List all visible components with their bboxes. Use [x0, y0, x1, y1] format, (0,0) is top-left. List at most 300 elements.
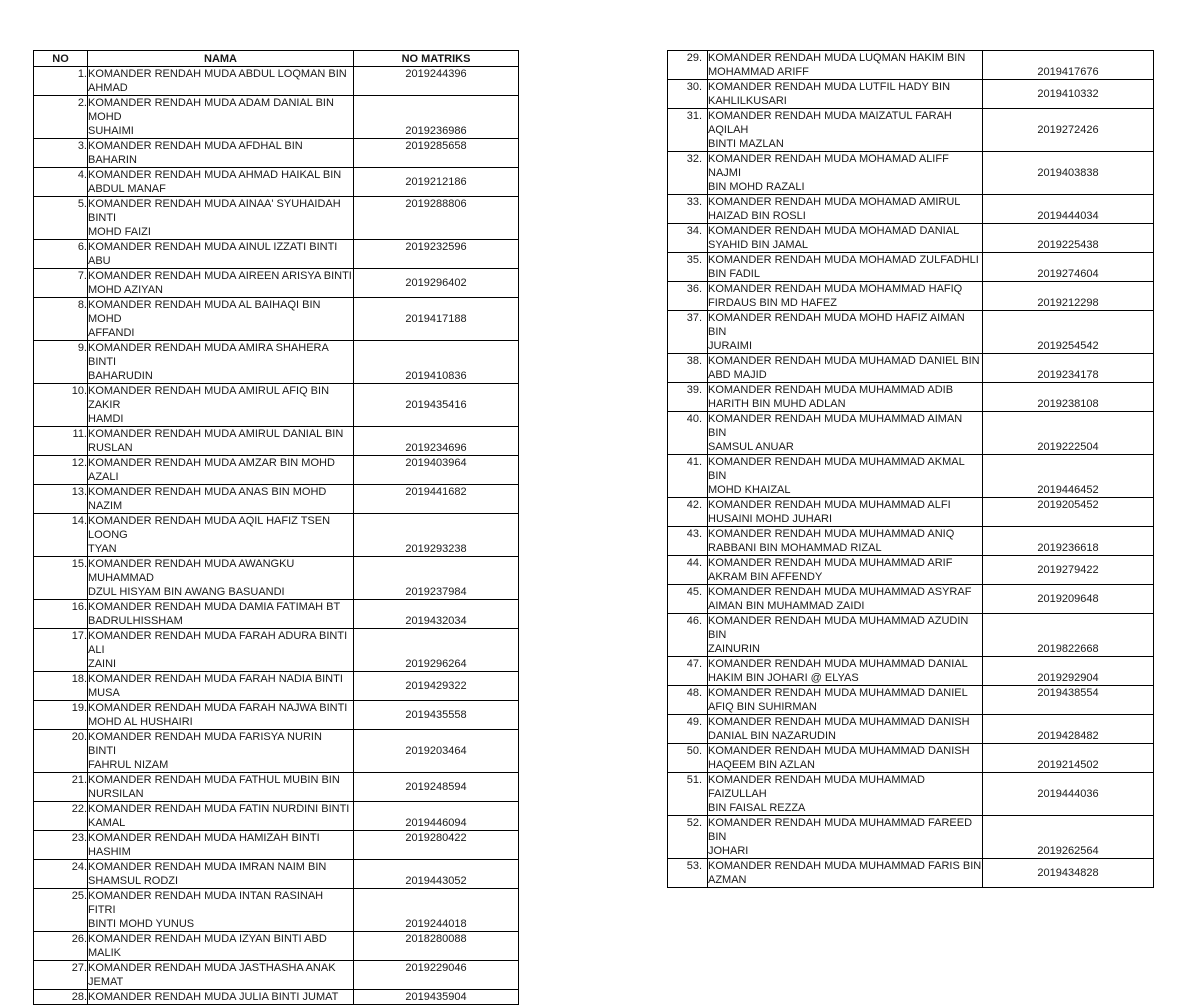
row-number-cell: 12. [34, 456, 88, 485]
name-line: HAMDI [88, 413, 124, 425]
matriks-cell: 2019432034 [354, 600, 519, 629]
matriks-cell: 2019444034 [983, 195, 1154, 224]
name-cell [708, 686, 983, 715]
row-number-cell: 33. [668, 195, 708, 224]
name-line: KOMANDER RENDAH MUDA JULIA BINTI JUMAT [88, 991, 339, 1003]
name-line: KOMANDER RENDAH MUDA IMRAN NAIM BIN [88, 861, 327, 873]
row-number-cell: 45. [668, 585, 708, 614]
table-row [668, 715, 1154, 744]
matriks-cell: 2019237984 [354, 557, 519, 600]
name-line: KOMANDER RENDAH MUDA AHMAD HAIKAL BIN [88, 169, 342, 181]
table-row [668, 195, 1154, 224]
name-cell [88, 427, 354, 456]
matriks-cell: 2019248594 [354, 773, 519, 802]
name-cell [88, 600, 354, 629]
row-number-cell: 28. [34, 990, 88, 1005]
name-line: KOMANDER RENDAH MUDA AMIRA SHAHERA BINTI [88, 342, 329, 368]
row-number-cell: 43. [668, 527, 708, 556]
name-line: KOMANDER RENDAH MUDA IZYAN BINTI ABD MALIK [88, 933, 327, 959]
row-number-cell: 20. [34, 730, 88, 773]
name-cell [88, 889, 354, 932]
matriks-cell: 2019428482 [983, 715, 1154, 744]
name-line: ZAINI [88, 658, 117, 670]
table-row [668, 498, 1154, 527]
matriks-cell: 2019214502 [983, 744, 1154, 773]
name-line: ZAINURIN [708, 643, 760, 655]
matriks-cell: 2019225438 [983, 224, 1154, 253]
name-cell [708, 412, 983, 455]
name-line: KOMANDER RENDAH MUDA DAMIA FATIMAH BT [88, 601, 341, 613]
matriks-cell: 2019234696 [354, 427, 519, 456]
name-line: BIN MOHD RAZALI [708, 181, 805, 193]
row-number-cell: 18. [34, 672, 88, 701]
row-number-cell: 1. [34, 67, 88, 96]
row-number-cell: 32. [668, 152, 708, 195]
name-line: MOHD AL HUSHAIRI [88, 716, 193, 728]
table-row [668, 383, 1154, 412]
name-line: BINTI MAZLAN [708, 138, 784, 150]
table-row [668, 412, 1154, 455]
row-number-cell: 13. [34, 485, 88, 514]
name-cell [708, 455, 983, 498]
row-number-cell: 16. [34, 600, 88, 629]
table-row [668, 744, 1154, 773]
name-line: KOMANDER RENDAH MUDA AMIRUL AFIQ BIN ZAKIR [88, 385, 330, 411]
name-cell [88, 932, 354, 961]
row-number-cell: 39. [668, 383, 708, 412]
table-row [34, 773, 519, 802]
name-cell [88, 240, 354, 269]
row-number-cell: 34. [668, 224, 708, 253]
row-number-cell: 46. [668, 614, 708, 657]
matriks-cell: 2019435558 [354, 701, 519, 730]
name-line: SYAHID BIN JAMAL [708, 239, 809, 251]
row-number-cell: 23. [34, 831, 88, 860]
name-line: HARITH BIN MUHD ADLAN [708, 398, 846, 410]
row-number-cell: 24. [34, 860, 88, 889]
matriks-cell: 2019244018 [354, 889, 519, 932]
name-line: KOMANDER RENDAH MUDA FARAH NAJWA BINTI [88, 702, 348, 714]
name-line: ABDUL MANAF [88, 183, 166, 195]
table-row [668, 556, 1154, 585]
name-line: MOHD KHAIZAL [708, 484, 791, 496]
row-number-cell: 53. [668, 859, 708, 888]
row-number-cell: 47. [668, 657, 708, 686]
name-cell [88, 557, 354, 600]
name-line: KOMANDER RENDAH MUDA MUHAMMAD FAIZULLAH [708, 774, 925, 800]
name-line: KAMAL [88, 817, 126, 829]
header-nama: NAMA [88, 51, 354, 67]
name-line: FIRDAUS BIN MD HAFEZ [708, 297, 837, 309]
name-line: KOMANDER RENDAH MUDA ADAM DANIAL BIN MOHD [88, 97, 334, 123]
name-line: KOMANDER RENDAH MUDA MOHAMAD AMIRUL [708, 196, 961, 208]
matriks-cell: 2019254542 [983, 311, 1154, 354]
matriks-cell: 2019212298 [983, 282, 1154, 311]
matriks-cell: 2019236618 [983, 527, 1154, 556]
name-line: ABD MAJID [708, 369, 767, 381]
table-row [34, 298, 519, 341]
matriks-cell: 2019232596 [354, 240, 519, 269]
name-cell [88, 629, 354, 672]
name-line: KOMANDER RENDAH MUDA ABDUL LOQMAN BIN [88, 68, 347, 80]
row-number-cell: 21. [34, 773, 88, 802]
table-row [668, 224, 1154, 253]
matriks-cell: 2019272426 [983, 109, 1154, 152]
table-row [34, 485, 519, 514]
name-line: KOMANDER RENDAH MUDA JASTHASHA ANAK JEMAT [88, 962, 336, 988]
matriks-cell: 2019296402 [354, 269, 519, 298]
row-number-cell: 49. [668, 715, 708, 744]
name-cell [708, 859, 983, 888]
matriks-cell: 2019292904 [983, 657, 1154, 686]
name-cell [708, 556, 983, 585]
name-line: KOMANDER RENDAH MUDA AIREEN ARISYA BINTI [88, 270, 352, 282]
name-line: KOMANDER RENDAH MUDA MUHAMMAD AIMAN BIN [708, 413, 963, 439]
matriks-cell: 2019274604 [983, 253, 1154, 282]
name-line: SHAMSUL RODZI [88, 875, 179, 887]
name-line: KOMANDER RENDAH MUDA FATIN NURDINI BINTI [88, 803, 350, 815]
row-number-cell: 15. [34, 557, 88, 600]
name-line: BAHARUDIN [88, 370, 153, 382]
matriks-cell: 2019279422 [983, 556, 1154, 585]
row-number-cell: 2. [34, 96, 88, 139]
name-line: DANIAL BIN NAZARUDIN [708, 730, 836, 742]
table-row [34, 932, 519, 961]
matriks-cell: 2019205452 [983, 498, 1154, 527]
row-number-cell: 19. [34, 701, 88, 730]
header-row [34, 51, 519, 67]
row-number-cell: 4. [34, 168, 88, 197]
name-cell [88, 139, 354, 168]
row-number-cell: 51. [668, 773, 708, 816]
name-line: MUSA [88, 687, 120, 699]
name-line: BINTI MOHD YUNUS [88, 918, 195, 930]
row-number-cell: 27. [34, 961, 88, 990]
name-line: KOMANDER RENDAH MUDA AINAA' SYUHAIDAH BINTI [88, 198, 341, 224]
matriks-cell: 2019446094 [354, 802, 519, 831]
matriks-cell: 2019822668 [983, 614, 1154, 657]
row-number-cell: 30. [668, 80, 708, 109]
name-line: KOMANDER RENDAH MUDA LUQMAN HAKIM BIN [708, 52, 966, 64]
matriks-cell: 2019444036 [983, 773, 1154, 816]
table-row [668, 614, 1154, 657]
name-cell [708, 354, 983, 383]
matriks-cell: 2019410836 [354, 341, 519, 384]
row-number-cell: 52. [668, 816, 708, 859]
table-row [668, 816, 1154, 859]
table-row [34, 456, 519, 485]
name-line: KOMANDER RENDAH MUDA MOHAMMAD HAFIQ [708, 283, 963, 295]
name-line: KOMANDER RENDAH MUDA FARISYA NURIN BINTI [88, 731, 322, 757]
table-row [668, 773, 1154, 816]
name-line: KOMANDER RENDAH MUDA MUHAMMAD AKMAL BIN [708, 456, 965, 482]
name-line: KOMANDER RENDAH MUDA FARAH NADIA BINTI [88, 673, 343, 685]
name-line: KOMANDER RENDAH MUDA MAIZATUL FARAH AQILAH [708, 110, 952, 136]
row-number-cell: 25. [34, 889, 88, 932]
row-number-cell: 40. [668, 412, 708, 455]
matriks-cell: 2019403964 [354, 456, 519, 485]
name-cell [88, 168, 354, 197]
name-line: KOMANDER RENDAH MUDA MUHAMMAD AZUDIN BIN [708, 615, 969, 641]
matriks-cell: 2019417676 [983, 51, 1154, 80]
name-line: FAHRUL NIZAM [88, 759, 169, 771]
row-number-cell: 26. [34, 932, 88, 961]
name-line: KAHLILKUSARI [708, 95, 787, 107]
name-line: KOMANDER RENDAH MUDA MUHAMMAD ANIQ [708, 528, 955, 540]
name-cell [88, 961, 354, 990]
matriks-cell: 2019209648 [983, 585, 1154, 614]
matriks-cell: 2019288806 [354, 197, 519, 240]
table-row [34, 240, 519, 269]
name-line: KOMANDER RENDAH MUDA MUHAMAD DANIEL BIN [708, 355, 980, 367]
name-line: KOMANDER RENDAH MUDA MUHAMMAD DANIAL [708, 658, 968, 670]
row-number-cell: 3. [34, 139, 88, 168]
name-line: KOMANDER RENDAH MUDA MUHAMMAD FARIS BIN [708, 860, 982, 872]
name-cell [708, 527, 983, 556]
name-line: KOMANDER RENDAH MUDA FATHUL MUBIN BIN [88, 774, 340, 786]
name-cell [88, 773, 354, 802]
name-cell [708, 715, 983, 744]
name-line: KOMANDER RENDAH MUDA AMIRUL DANIAL BIN [88, 428, 344, 440]
name-line: AIMAN BIN MUHAMMAD ZAIDI [708, 600, 865, 612]
name-cell [88, 456, 354, 485]
matriks-cell: 2019212186 [354, 168, 519, 197]
name-line: AFFANDI [88, 327, 135, 339]
matriks-cell: 2019293238 [354, 514, 519, 557]
matriks-cell: 2019443052 [354, 860, 519, 889]
name-line: MOHD FAIZI [88, 226, 151, 238]
table-row [34, 139, 519, 168]
matriks-cell: 2019285658 [354, 139, 519, 168]
matriks-cell: 2019296264 [354, 629, 519, 672]
name-cell [708, 109, 983, 152]
name-cell [88, 298, 354, 341]
right-roster-table [667, 50, 1154, 888]
name-cell [88, 67, 354, 96]
name-line: KOMANDER RENDAH MUDA MUHAMMAD ALFI [708, 499, 951, 511]
name-line: BIN FADIL [708, 268, 760, 280]
matriks-cell: 2019429322 [354, 672, 519, 701]
table-row [34, 557, 519, 600]
name-cell [88, 831, 354, 860]
matriks-cell: 2019229046 [354, 961, 519, 990]
name-cell [708, 195, 983, 224]
matriks-cell: 2019238108 [983, 383, 1154, 412]
row-number-cell: 5. [34, 197, 88, 240]
name-cell [88, 672, 354, 701]
name-cell [88, 701, 354, 730]
table-row [34, 889, 519, 932]
table-row [34, 427, 519, 456]
name-cell [708, 585, 983, 614]
table-row [668, 527, 1154, 556]
name-cell [708, 80, 983, 109]
row-number-cell: 38. [668, 354, 708, 383]
table-row [34, 990, 519, 1005]
name-cell [708, 224, 983, 253]
name-line: KOMANDER RENDAH MUDA AFDHAL BIN BAHARIN [88, 140, 303, 166]
matriks-cell: 2019441682 [354, 485, 519, 514]
row-number-cell: 35. [668, 253, 708, 282]
table-row [34, 384, 519, 427]
row-number-cell: 6. [34, 240, 88, 269]
name-line: KOMANDER RENDAH MUDA MUHAMMAD FAREED BIN [708, 817, 973, 843]
matriks-cell: 2019262564 [983, 816, 1154, 859]
name-line: HAQEEM BIN AZLAN [708, 759, 815, 771]
table-row [668, 253, 1154, 282]
name-line: HAKIM BIN JOHARI @ ELYAS [708, 672, 859, 684]
matriks-cell: 2019236986 [354, 96, 519, 139]
name-line: KOMANDER RENDAH MUDA AWANGKU MUHAMMAD [88, 558, 295, 584]
matriks-cell: 2019438554 [983, 686, 1154, 715]
name-line: RABBANI BIN MOHAMMAD RIZAL [708, 542, 882, 554]
name-line: KOMANDER RENDAH MUDA MUHAMMAD ARIF [708, 557, 953, 569]
name-line: AKRAM BIN AFFENDY [708, 571, 823, 583]
row-number-cell: 41. [668, 455, 708, 498]
row-number-cell: 10. [34, 384, 88, 427]
name-line: KOMANDER RENDAH MUDA MOHD HAFIZ AIMAN BIN [708, 312, 965, 338]
name-line: KOMANDER RENDAH MUDA MOHAMAD ALIFF NAJMI [708, 153, 949, 179]
name-cell [708, 744, 983, 773]
name-line: KOMANDER RENDAH MUDA INTAN RASINAH FITRI [88, 890, 324, 916]
row-number-cell: 29. [668, 51, 708, 80]
name-line: TYAN [88, 543, 117, 555]
name-line: KOMANDER RENDAH MUDA MUHAMMAD ASYRAF [708, 586, 972, 598]
name-cell [708, 152, 983, 195]
name-cell [88, 384, 354, 427]
row-number-cell: 37. [668, 311, 708, 354]
matriks-cell: 2019280422 [354, 831, 519, 860]
table-row [34, 96, 519, 139]
name-cell [708, 282, 983, 311]
name-line: BADRULHISSHAM [88, 615, 183, 627]
name-line: HUSAINI MOHD JUHARI [708, 513, 833, 525]
name-line: SUHAIMI [88, 125, 134, 137]
name-cell [708, 614, 983, 657]
matriks-cell: 2019234178 [983, 354, 1154, 383]
name-cell [88, 514, 354, 557]
name-line: KOMANDER RENDAH MUDA AINUL IZZATI BINTI ABU [88, 241, 338, 267]
matriks-cell: 2019435904 [354, 990, 519, 1005]
matriks-cell: 2019417188 [354, 298, 519, 341]
table-row [34, 67, 519, 96]
table-row [668, 282, 1154, 311]
name-line: KOMANDER RENDAH MUDA MUHAMMAD ADIB [708, 384, 954, 396]
table-row [34, 701, 519, 730]
name-line: KOMANDER RENDAH MUDA FARAH ADURA BINTI ALI [88, 630, 348, 656]
row-number-cell: 31. [668, 109, 708, 152]
name-line: KOMANDER RENDAH MUDA MUHAMMAD DANISH [708, 716, 970, 728]
name-line: KOMANDER RENDAH MUDA AMZAR BIN MOHD AZALI [88, 457, 335, 483]
matriks-cell: 2019410332 [983, 80, 1154, 109]
matriks-cell: 2019403838 [983, 152, 1154, 195]
left-roster-table [33, 50, 519, 1005]
name-cell [708, 253, 983, 282]
table-row [34, 341, 519, 384]
table-row [668, 585, 1154, 614]
table-row [34, 730, 519, 773]
table-row [34, 961, 519, 990]
row-number-cell: 22. [34, 802, 88, 831]
name-line: SAMSUL ANUAR [708, 441, 794, 453]
name-line: KOMANDER RENDAH MUDA LUTFIL HADY BIN [708, 81, 951, 93]
table-row [34, 514, 519, 557]
name-line: KOMANDER RENDAH MUDA AL BAIHAQI BIN MOHD [88, 299, 321, 325]
row-number-cell: 17. [34, 629, 88, 672]
table-row [668, 51, 1154, 80]
name-line: DZUL HISYAM BIN AWANG BASUANDI [88, 586, 285, 598]
table-row [34, 672, 519, 701]
matriks-cell: 2019203464 [354, 730, 519, 773]
name-cell [88, 730, 354, 773]
table-row [34, 831, 519, 860]
row-number-cell: 36. [668, 282, 708, 311]
row-number-cell: 42. [668, 498, 708, 527]
table-row [668, 686, 1154, 715]
row-number-cell: 11. [34, 427, 88, 456]
table-row [34, 197, 519, 240]
row-number-cell: 50. [668, 744, 708, 773]
name-line: MOHAMMAD ARIFF [708, 66, 809, 78]
name-line: JOHARI [708, 845, 749, 857]
table-row [34, 860, 519, 889]
matriks-cell: 2019434828 [983, 859, 1154, 888]
name-line: KOMANDER RENDAH MUDA MUHAMMAD DANIEL [708, 687, 968, 699]
name-cell [708, 816, 983, 859]
header-matriks: NO MATRIKS [354, 51, 519, 67]
name-cell [88, 197, 354, 240]
table-row [668, 80, 1154, 109]
name-cell [88, 269, 354, 298]
table-row [668, 657, 1154, 686]
name-line: KOMANDER RENDAH MUDA MUHAMMAD DANISH [708, 745, 970, 757]
table-row [668, 859, 1154, 888]
table-row [34, 802, 519, 831]
name-line: NURSILAN [88, 788, 144, 800]
name-line: HAIZAD BIN ROSLI [708, 210, 806, 222]
header-no: NO [34, 51, 88, 67]
table-row [34, 600, 519, 629]
table-row [668, 152, 1154, 195]
row-number-cell: 44. [668, 556, 708, 585]
name-cell [88, 485, 354, 514]
name-line: KOMANDER RENDAH MUDA MOHAMAD DANIAL [708, 225, 960, 237]
name-line: KOMANDER RENDAH MUDA ANAS BIN MOHD NAZIM [88, 486, 327, 512]
matriks-cell: 2019446452 [983, 455, 1154, 498]
row-number-cell: 48. [668, 686, 708, 715]
name-line: KOMANDER RENDAH MUDA AQIL HAFIZ TSEN LOONG [88, 515, 331, 541]
name-cell [88, 96, 354, 139]
name-line: AFIQ BIN SUHIRMAN [708, 701, 817, 713]
name-cell [708, 311, 983, 354]
table-row [668, 109, 1154, 152]
name-cell [708, 498, 983, 527]
name-cell [88, 990, 354, 1005]
table-row [668, 311, 1154, 354]
matriks-cell: 2019222504 [983, 412, 1154, 455]
name-line: AZMAN [708, 874, 747, 886]
name-line: MOHD AZIYAN [88, 284, 163, 296]
table-row [34, 168, 519, 197]
name-line: AHMAD [88, 82, 128, 94]
row-number-cell: 14. [34, 514, 88, 557]
name-cell [88, 341, 354, 384]
matriks-cell: 2019435416 [354, 384, 519, 427]
name-cell [88, 860, 354, 889]
name-line: JURAIMI [708, 340, 752, 352]
matriks-cell: 2018280088 [354, 932, 519, 961]
name-cell [88, 802, 354, 831]
